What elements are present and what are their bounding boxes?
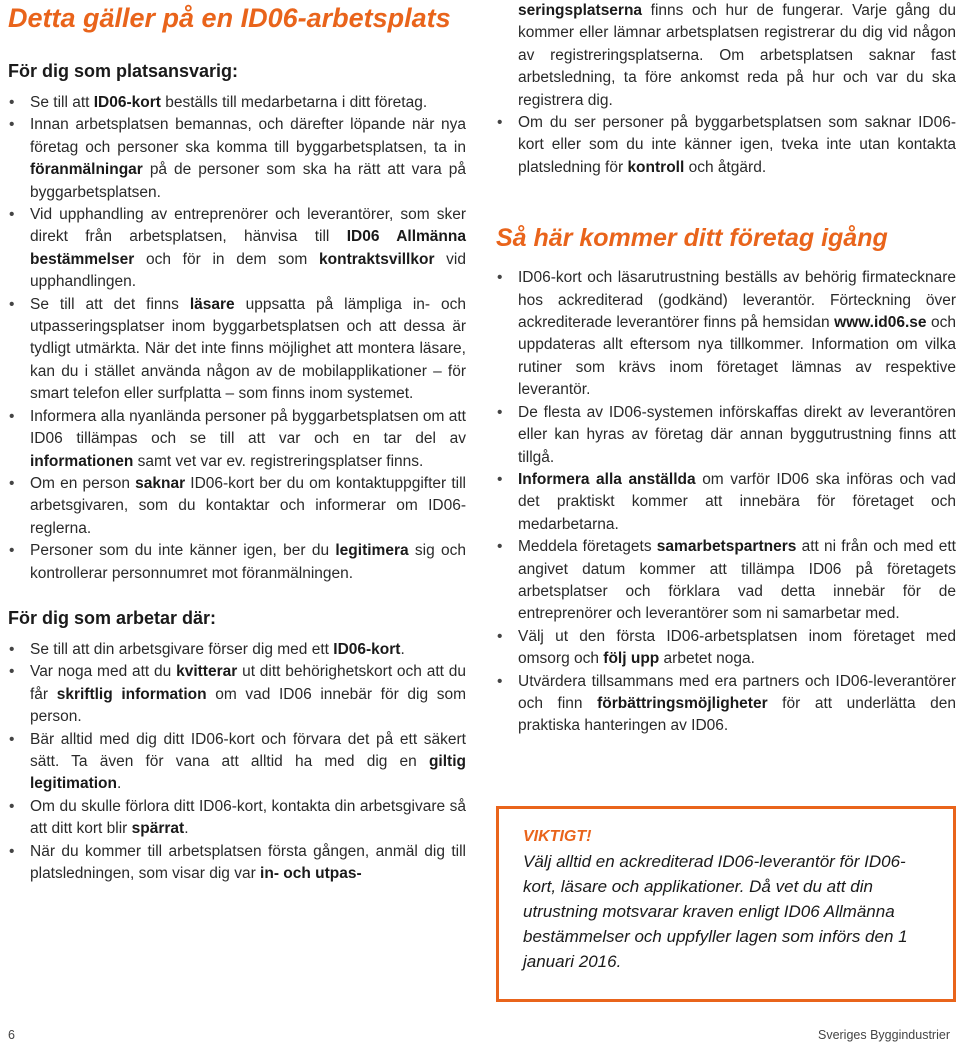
footer-publisher: Sveriges Byggindustrier [817,1028,950,1042]
list-item: • Personer som du inte känner igen, ber du legitimera sig och kontrollerar personnumret mot föranmälningen. [8,540,466,585]
bold-term: kontroll [627,158,685,176]
bold-term: spärrat [131,820,185,838]
bold-term: giltig legitimation [30,752,466,793]
page-title: Detta gäller på en ID06-arbetsplats [8,3,451,33]
bold-term: kontraktsvillkor [319,250,435,268]
list-item: • Se till att det finns läsare uppsatta på lämpliga in- och utpasseringsplatser inom byggarbetsplatsen och att dessa är tydligt utmärkta. När det inte finns möjlighet att montera läsare, kan du i stället använda någon av de mobilapplikationer – för smart telefon eller surfplatta – som finns inom systemet. [8,294,466,406]
heading-worker: För dig som arbetar där: [8,607,217,628]
right-continuation [496,0,956,112]
bold-term: följ upp [603,650,660,668]
list-item: • ID06-kort och läsarutrustning beställs av behörig firmatecknare hos ackrediterad (godkänd) leverantör. Förteckning över ackrediterade leverantörer finns på hemsidan www.id06.se och uppdateras allt eftersom nya tillkommer. Information om vilka rutiner som krävs inom företaget lämnas av respektive leverantör. [496,267,956,401]
bold-term: informationen [30,452,134,470]
list-item: • Vid upphandling av entreprenörer och leverantörer, som sker direkt från arbetsplatsen, hänvisa till ID06 Allmänna bestämmelser och för in dem som kontraktsvillkor vid upphandlingen. [8,204,466,294]
list-getting-started [496,267,956,738]
list-item: • Välj ut den första ID06-arbetsplatsen inom företaget med omsorg och följ upp arbetet noga. [496,626,956,671]
list-item: • Bär alltid med dig ditt ID06-kort och förvara det på ett säkert sätt. Ta även för vana att alltid ha med dig en giltig legitimation. [8,729,466,796]
important-title: VIKTIGT! [523,828,592,845]
bold-term: www.id06.se [834,314,927,332]
list-continuation-items [496,112,956,179]
list-item: • Om du skulle förlora ditt ID06-kort, kontakta din arbetsgivare så att ditt kort blir spärrat. [8,796,466,841]
list-continuation [496,0,956,112]
list-item: • Informera alla anställda om varför ID06 ska införas och vad det praktiskt kommer att innebära för företaget och medarbetarna. [496,469,956,536]
bold-term: legitimera [335,542,409,560]
bold-term: skriftlig information [56,685,207,703]
list-item: • Se till att din arbetsgivare förser dig med ett ID06-kort. [8,639,466,661]
list-item: seringsplatserna finns och hur de fungerar. Varje gång du kommer eller lämnar arbetsplatsen registrerar du dig vid någon av registreringsplatserna. Om arbetsplatsen saknar fast arbetsledning, ta före ankomst reda på hur och var du ska registrera dig. [518,2,956,109]
bold-term: ID06-kort [333,640,401,658]
bold-term: föranmälningar [30,161,143,179]
list-item: • Utvärdera tillsammans med era partners och ID06-leverantörer och finn förbättringsmöjligheter för att underlätta den praktiska hanteringen av ID06. [496,671,956,738]
list-item: • När du kommer till arbetsplatsen första gången, anmäl dig till platsledningen, som visar dig var in- och utpas- [8,841,466,886]
list-item: • Om du ser personer på byggarbetsplatsen som saknar ID06-kort eller som du inte känner igen, tveka inte utan kontakta platsledning för kontroll och åtgärd. [496,112,956,179]
list-item: • De flesta av ID06-systemen införskaffas direkt av leverantören eller kan hyras av företag där annan byggutrustning finns att tillgå. [496,402,956,469]
list-item: • Meddela företagets samarbetspartners att ni från och med ett angivet datum kommer att tillämpa ID06 på företagets arbetsplatser och förklara vad detta innebär för de entreprenörer och leverantörer som ni samarbetar med. [496,536,956,626]
bold-term: seringsplatserna [518,2,643,19]
right-column [496,0,956,738]
bold-term: kvitterar [176,663,238,681]
bold-term: ID06 Allmänna bestämmelser [30,228,466,268]
list-worker [8,639,466,885]
bold-term: Informera alla anställda [518,470,696,488]
list-site-manager [8,92,466,585]
bold-term: läsare [189,295,235,313]
left-column [8,0,466,885]
list-item: • Innan arbetsplatsen bemannas, och därefter löpande när nya företag och personer ska komma till byggarbetsplatsen, ta in föranmälningar på de personer som ska ha rätt att vara på byggarbetsplatsen. [8,114,466,204]
page-number: 6 [8,1028,15,1042]
list-item: • Informera alla nyanlända personer på byggarbetsplatsen om att ID06 tillämpas och se till att var och en tar del av informationen samt vet var ev. registreringsplatser finns. [8,406,466,473]
important-box [496,806,956,1002]
bold-term: saknar [135,474,186,492]
heading-getting-started: Så här kommer ditt företag igång [496,224,888,253]
list-item: • Var noga med att du kvitterar ut ditt behörighetskort och att du får skriftlig information om vad ID06 innebär för dig som person. [8,661,466,728]
bold-term: förbättringsmöjligheter [597,694,768,712]
list-item: • Om en person saknar ID06-kort ber du om kontaktuppgifter till arbetsgivaren, som du kontaktar och informerar om ID06-reglerna. [8,473,466,540]
bold-term: in- och utpas- [260,865,362,882]
bold-term: ID06-kort [93,94,161,111]
list-item: • Se till att ID06-kort beställs till medarbetarna i ditt företag. [8,92,466,114]
bold-term: samarbetspartners [656,538,797,556]
heading-site-manager: För dig som platsansvarig: [8,61,239,81]
important-text: Välj alltid en ackrediterad ID06-leverantör för ID06-kort, läsare och applikationer. Då vet du att din utrustning motsvarar kraven enligt ID06 Allmänna bestämmelser och uppfyller lagen som införs den 1 januari 2016. [523,852,908,971]
